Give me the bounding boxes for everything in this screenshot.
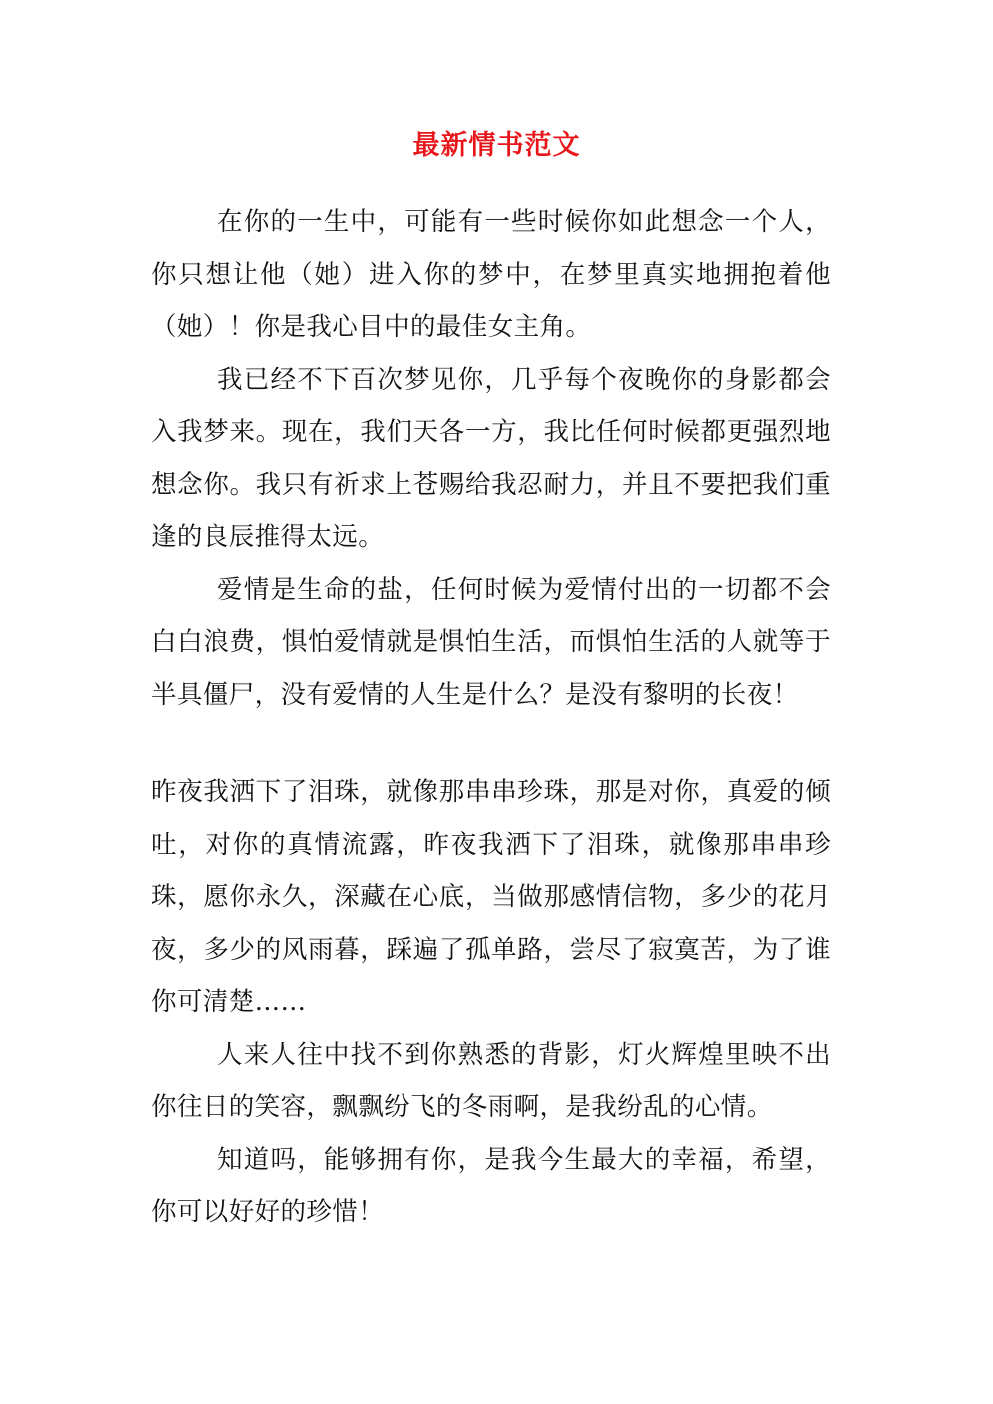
paragraph: 知道吗，能够拥有你，是我今生最大的幸福，希望，你可以好好的珍惜！	[151, 1144, 831, 1227]
body-block-lower	[151, 766, 831, 1239]
paragraph: 昨夜我洒下了泪珠，就像那串串珍珠，那是对你，真爱的倾吐，对你的真情流露，昨夜我洒下了泪珠，就像那串串珍珠，愿你永久，深藏在心底，当做那感情信物，多少的花月夜，多少的风雨暮，踩遍了孤单路，尝尽了寂寞苦，为了谁你可清楚……	[151, 777, 831, 1017]
paragraph: 爱情是生命的盐，任何时候为爱情付出的一切都不会白白浪费，惧怕爱情就是惧怕生活，而惧怕生活的人就等于半具僵尸，没有爱情的人生是什么？是没有黎明的长夜！	[151, 574, 831, 710]
document-title: 最新情书范文	[412, 130, 581, 161]
paragraph: 我已经不下百次梦见你，几乎每个夜晚你的身影都会入我梦来。现在，我们天各一方，我比任何时候都更强烈地想念你。我只有祈求上苍赐给我忍耐力，并且不要把我们重逢的良辰推得太远。	[151, 364, 831, 552]
paragraph: 人来人往中找不到你熟悉的背影，灯火辉煌里映不出你往日的笑容，飘飘纷飞的冬雨啊，是我纷乱的心情。	[151, 1039, 831, 1122]
paragraph: 在你的一生中，可能有一些时候你如此想念一个人，你只想让他（她）进入你的梦中，在梦里真实地拥抱着他（她）！你是我心目中的最佳女主角。	[151, 207, 831, 342]
body-block-upper	[151, 196, 831, 721]
